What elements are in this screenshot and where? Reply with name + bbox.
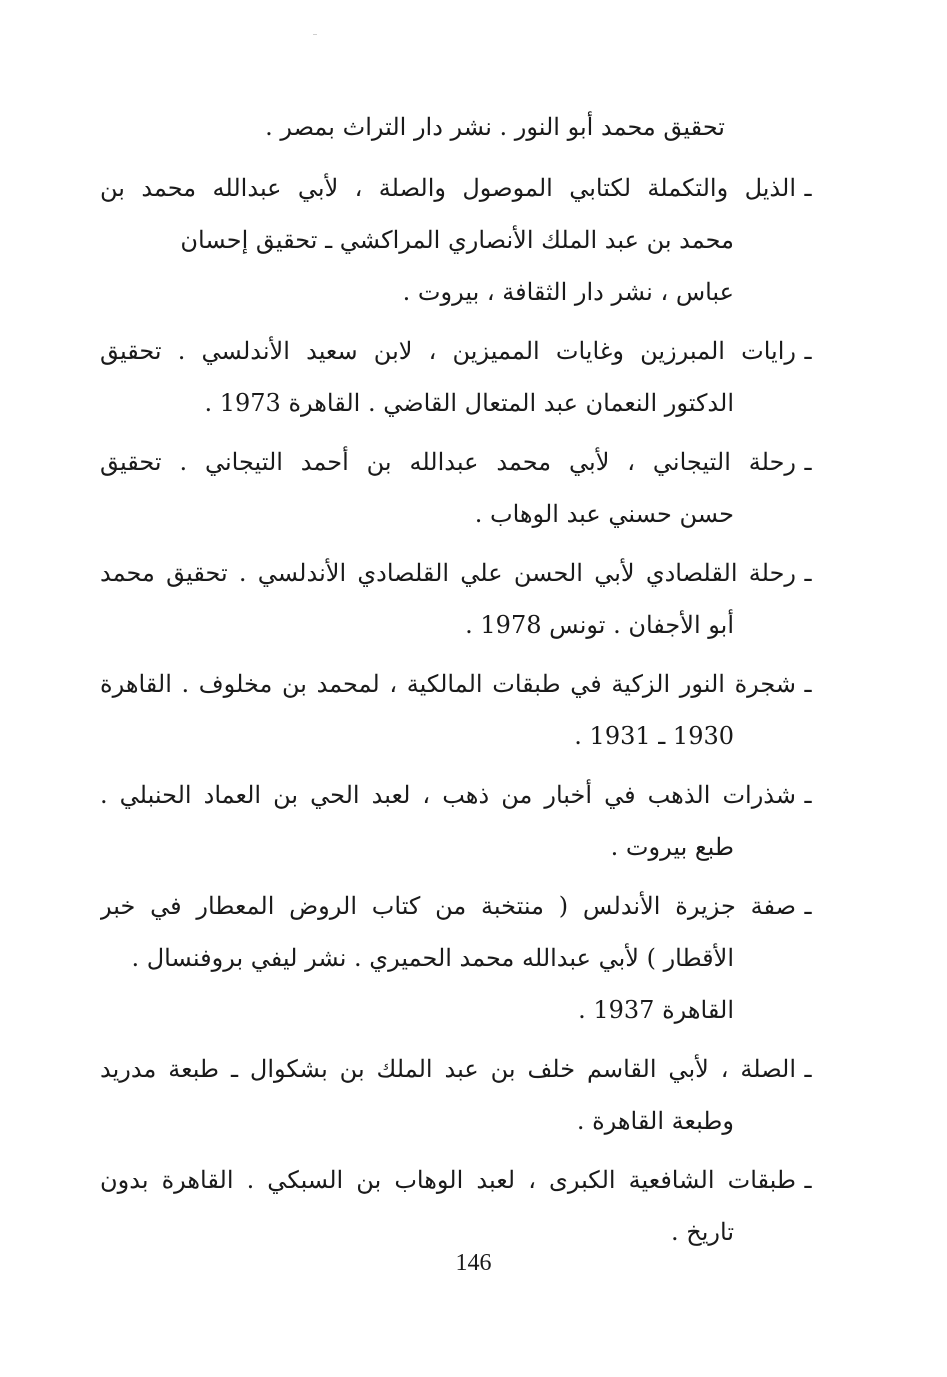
bibliography-entry — [100, 436, 820, 540]
scan-speck — [313, 34, 317, 35]
entry-dash: ـ — [804, 670, 812, 698]
entry-line: الصلة ، لأبي القاسم خلف بن عبد الملك بن بشكوال ـ طبعة مدريد — [100, 1055, 796, 1083]
entry-dash: ـ — [804, 1166, 812, 1194]
entry-line: وطبعة القاهرة . — [576, 1107, 734, 1135]
bibliography-entry — [100, 547, 820, 651]
entry-dash: ـ — [804, 892, 812, 920]
entry-line: شذرات الذهب في أخبار من ذهب ، لعبد الحي بن العماد الحنبلي . — [100, 781, 796, 809]
entry-line: الأقطار ) لأبي عبدالله محمد الحميري . نشر ليفي بروفنسال . — [131, 944, 734, 972]
entry-line: 1930 ـ 1931 . — [574, 722, 734, 750]
entry-line: الدكتور النعمان عبد المتعال القاضي . القاهرة 1973 . — [204, 389, 734, 417]
entry-dash: ـ — [804, 337, 812, 365]
entry-line: طبع بيروت . — [610, 833, 734, 861]
entry-line: حسن حسني عبد الوهاب . — [474, 500, 734, 528]
entry-line: القاهرة 1937 . — [578, 996, 734, 1024]
entry-line: طبقات الشافعية الكبرى ، لعبد الوهاب بن السبكي . القاهرة بدون — [100, 1166, 796, 1194]
bibliography-entry — [100, 880, 820, 1036]
entry-line: شجرة النور الزكية في طبقات المالكية ، لمحمد بن مخلوف . القاهرة — [100, 670, 796, 698]
bibliography-entry — [100, 1043, 820, 1147]
bibliography-entry — [100, 769, 820, 873]
bibliography-entry — [100, 1154, 820, 1258]
entry-line: رايات المبرزين وغايات المميزين ، لابن سعيد الأندلسي . تحقيق — [100, 337, 796, 365]
bibliography-entry — [100, 162, 820, 318]
entry-line: الذيل والتكملة لكتابي الموصول والصلة ، لأبي عبدالله محمد بن — [100, 174, 796, 202]
entry-line: عباس ، نشر دار الثقافة ، بيروت . — [402, 278, 734, 306]
bibliography-entry — [100, 658, 820, 762]
bibliography-list — [100, 100, 820, 1265]
entry-line: أبو الأجفان . تونس 1978 . — [465, 611, 734, 639]
entry-line: رحلة القلصادي لأبي الحسن علي القلصادي الأندلسي . تحقيق محمد — [100, 559, 796, 587]
entry-line: محمد بن عبد الملك الأنصاري المراكشي ـ تحقيق إحسان — [180, 226, 734, 254]
page-number: 146 — [455, 1250, 492, 1276]
entry-dash: ـ — [804, 1055, 812, 1083]
entry-dash: ـ — [804, 448, 812, 476]
entry-line: رحلة التيجاني ، لأبي محمد عبدالله بن أحمد التيجاني . تحقيق — [100, 448, 796, 476]
entry-dash: ـ — [804, 174, 812, 202]
entry-line: تاريخ . — [670, 1218, 734, 1246]
bibliography-entry — [100, 325, 820, 429]
entry-line: صفة جزيرة الأندلس ( منتخبة من كتاب الروض المعطار في خبر — [100, 892, 796, 920]
entry-dash: ـ — [804, 559, 812, 587]
continuation-line: تحقيق محمد أبو النور . نشر دار التراث بمصر . — [265, 113, 725, 141]
entry-dash: ـ — [804, 781, 812, 809]
